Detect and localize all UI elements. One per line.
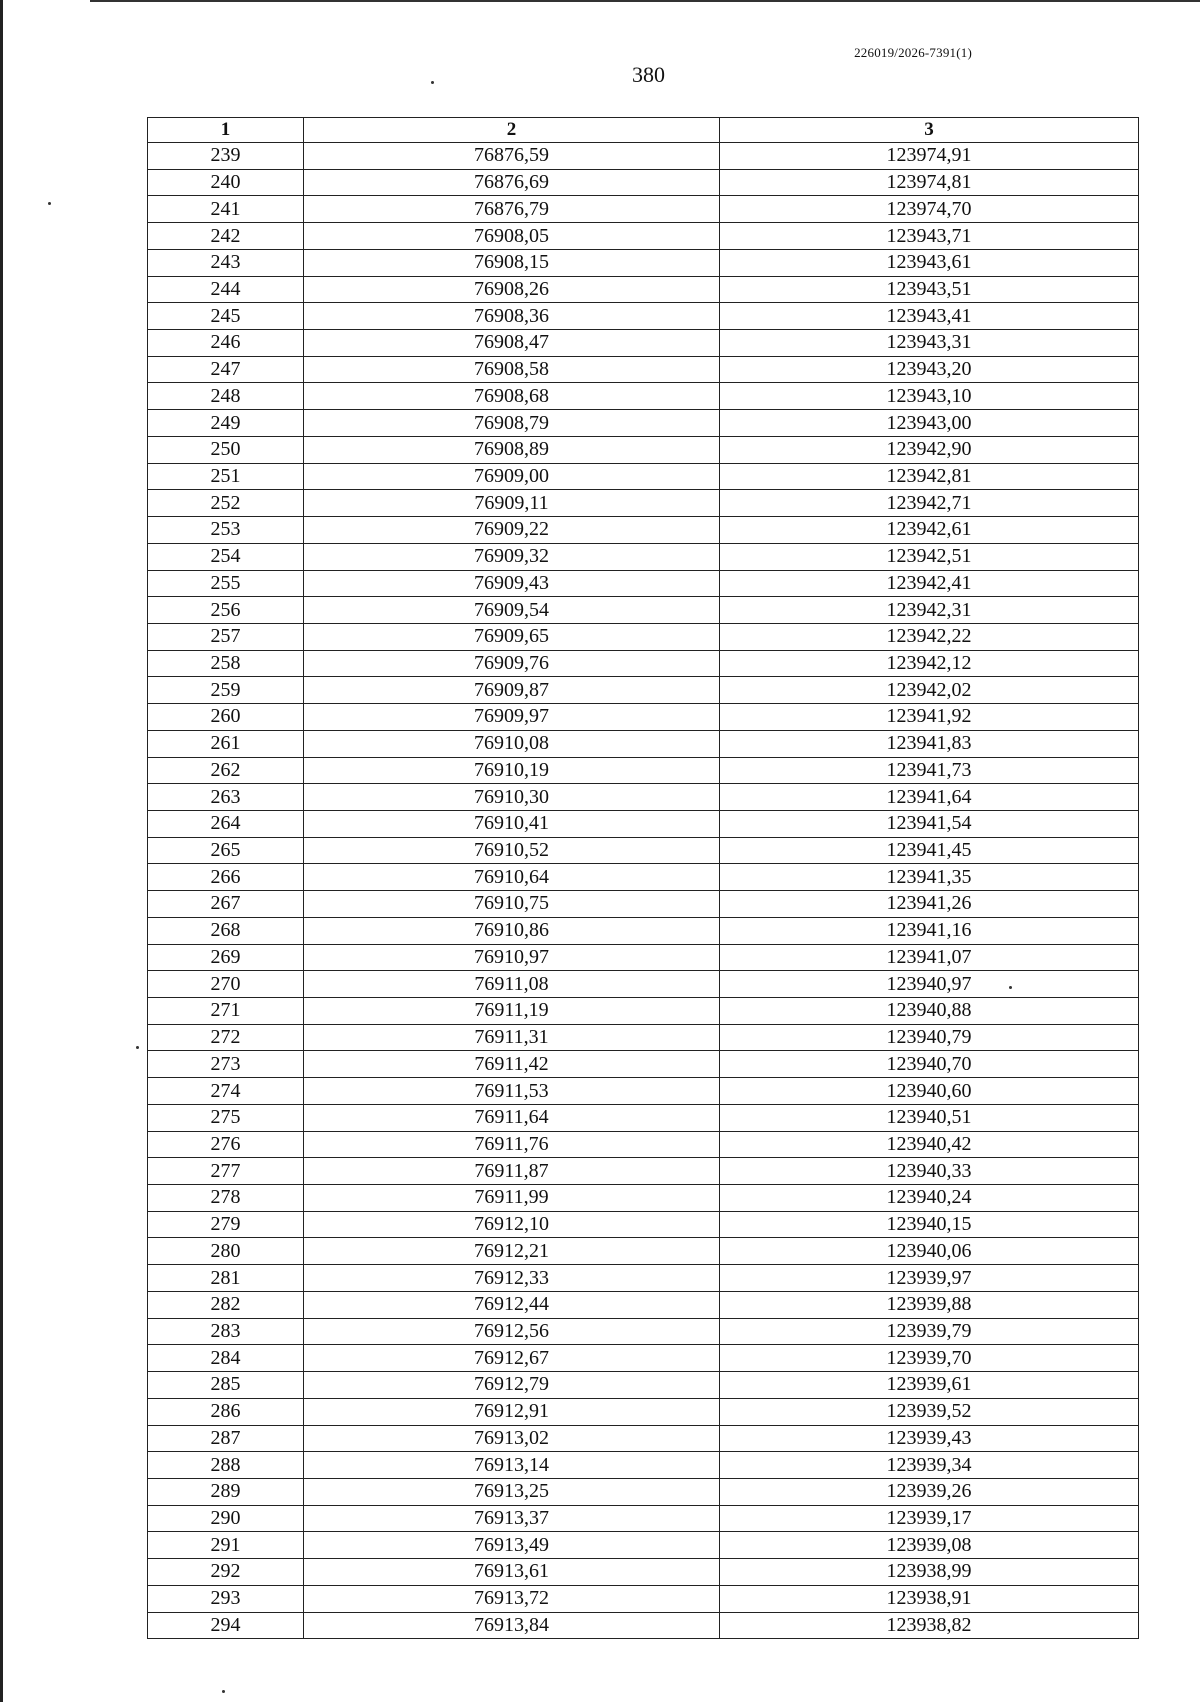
table-row — [148, 223, 1139, 250]
table-row — [148, 810, 1139, 837]
x-coordinate-cell: 76911,99 — [304, 1185, 720, 1212]
y-coordinate-cell: 123942,71 — [720, 490, 1139, 517]
x-coordinate-cell: 76910,19 — [304, 757, 720, 784]
x-coordinate-cell: 76911,31 — [304, 1024, 720, 1051]
y-coordinate-cell: 123938,91 — [720, 1585, 1139, 1612]
point-number-cell: 261 — [148, 730, 304, 757]
x-coordinate-cell: 76911,42 — [304, 1051, 720, 1078]
point-number-cell: 243 — [148, 249, 304, 276]
y-coordinate-cell: 123941,83 — [720, 730, 1139, 757]
y-coordinate-cell: 123941,16 — [720, 917, 1139, 944]
x-coordinate-cell: 76910,30 — [304, 784, 720, 811]
table-row — [148, 1345, 1139, 1372]
table-row — [148, 1024, 1139, 1051]
point-number-cell: 278 — [148, 1185, 304, 1212]
point-number-cell: 277 — [148, 1158, 304, 1185]
table-row — [148, 543, 1139, 570]
table-row — [148, 196, 1139, 223]
point-number-cell: 287 — [148, 1425, 304, 1452]
x-coordinate-cell: 76912,67 — [304, 1345, 720, 1372]
y-coordinate-cell: 123940,60 — [720, 1078, 1139, 1105]
y-coordinate-cell: 123939,70 — [720, 1345, 1139, 1372]
x-coordinate-cell: 76908,58 — [304, 356, 720, 383]
y-coordinate-cell: 123938,99 — [720, 1559, 1139, 1586]
point-number-cell: 292 — [148, 1559, 304, 1586]
y-coordinate-cell: 123943,41 — [720, 303, 1139, 330]
table-row — [148, 1478, 1139, 1505]
table-row — [148, 1078, 1139, 1105]
point-number-cell: 254 — [148, 543, 304, 570]
x-coordinate-cell: 76913,14 — [304, 1452, 720, 1479]
y-coordinate-cell: 123941,73 — [720, 757, 1139, 784]
y-coordinate-cell: 123941,64 — [720, 784, 1139, 811]
column-header: 2 — [304, 118, 720, 143]
x-coordinate-cell: 76909,11 — [304, 490, 720, 517]
y-coordinate-cell: 123941,35 — [720, 864, 1139, 891]
table-row — [148, 1131, 1139, 1158]
y-coordinate-cell: 123939,88 — [720, 1291, 1139, 1318]
table-row — [148, 1372, 1139, 1399]
x-coordinate-cell: 76908,79 — [304, 410, 720, 437]
y-coordinate-cell: 123940,33 — [720, 1158, 1139, 1185]
table-row — [148, 436, 1139, 463]
point-number-cell: 246 — [148, 330, 304, 357]
table-row — [148, 1559, 1139, 1586]
scan-speck — [431, 81, 434, 84]
x-coordinate-cell: 76910,52 — [304, 837, 720, 864]
x-coordinate-cell: 76909,32 — [304, 543, 720, 570]
scan-speck — [222, 1690, 225, 1693]
y-coordinate-cell: 123940,24 — [720, 1185, 1139, 1212]
y-coordinate-cell: 123943,71 — [720, 223, 1139, 250]
point-number-cell: 269 — [148, 944, 304, 971]
scan-speck — [136, 1046, 139, 1049]
point-number-cell: 265 — [148, 837, 304, 864]
table-row — [148, 1612, 1139, 1639]
point-number-cell: 280 — [148, 1238, 304, 1265]
table-row — [148, 356, 1139, 383]
x-coordinate-cell: 76909,97 — [304, 704, 720, 731]
y-coordinate-cell: 123942,51 — [720, 543, 1139, 570]
x-coordinate-cell: 76908,36 — [304, 303, 720, 330]
x-coordinate-cell: 76913,61 — [304, 1559, 720, 1586]
table-row — [148, 1505, 1139, 1532]
y-coordinate-cell: 123939,97 — [720, 1265, 1139, 1292]
page-edge-shadow — [0, 0, 3, 1702]
point-number-cell: 262 — [148, 757, 304, 784]
table-row — [148, 330, 1139, 357]
table-row — [148, 1425, 1139, 1452]
column-header: 1 — [148, 118, 304, 143]
table-row — [148, 1532, 1139, 1559]
table-body — [148, 143, 1139, 1639]
y-coordinate-cell: 123940,79 — [720, 1024, 1139, 1051]
point-number-cell: 253 — [148, 517, 304, 544]
y-coordinate-cell: 123974,70 — [720, 196, 1139, 223]
point-number-cell: 249 — [148, 410, 304, 437]
point-number-cell: 266 — [148, 864, 304, 891]
table-row — [148, 650, 1139, 677]
point-number-cell: 293 — [148, 1585, 304, 1612]
point-number-cell: 256 — [148, 597, 304, 624]
y-coordinate-cell: 123941,45 — [720, 837, 1139, 864]
y-coordinate-cell: 123943,61 — [720, 249, 1139, 276]
y-coordinate-cell: 123943,00 — [720, 410, 1139, 437]
x-coordinate-cell: 76913,72 — [304, 1585, 720, 1612]
y-coordinate-cell: 123942,90 — [720, 436, 1139, 463]
page-number: 380 — [632, 62, 665, 87]
document-reference: 226019/2026-7391(1) — [854, 45, 972, 60]
point-number-cell: 242 — [148, 223, 304, 250]
point-number-cell: 285 — [148, 1372, 304, 1399]
point-number-cell: 284 — [148, 1345, 304, 1372]
y-coordinate-cell: 123943,51 — [720, 276, 1139, 303]
point-number-cell: 260 — [148, 704, 304, 731]
table-row — [148, 517, 1139, 544]
y-coordinate-cell: 123939,61 — [720, 1372, 1139, 1399]
y-coordinate-cell: 123974,81 — [720, 169, 1139, 196]
point-number-cell: 279 — [148, 1211, 304, 1238]
point-number-cell: 276 — [148, 1131, 304, 1158]
table-row — [148, 1265, 1139, 1292]
x-coordinate-cell: 76912,79 — [304, 1372, 720, 1399]
x-coordinate-cell: 76908,05 — [304, 223, 720, 250]
table-row — [148, 730, 1139, 757]
y-coordinate-cell: 123942,31 — [720, 597, 1139, 624]
table-row — [148, 784, 1139, 811]
table-row — [148, 677, 1139, 704]
x-coordinate-cell: 76908,15 — [304, 249, 720, 276]
table-row — [148, 837, 1139, 864]
y-coordinate-cell: 123943,31 — [720, 330, 1139, 357]
y-coordinate-cell: 123940,42 — [720, 1131, 1139, 1158]
x-coordinate-cell: 76911,19 — [304, 998, 720, 1025]
point-number-cell: 282 — [148, 1291, 304, 1318]
table-row — [148, 944, 1139, 971]
table-row — [148, 1291, 1139, 1318]
point-number-cell: 240 — [148, 169, 304, 196]
x-coordinate-cell: 76910,97 — [304, 944, 720, 971]
point-number-cell: 286 — [148, 1398, 304, 1425]
table-row — [148, 1452, 1139, 1479]
y-coordinate-cell: 123941,54 — [720, 810, 1139, 837]
point-number-cell: 273 — [148, 1051, 304, 1078]
table-row — [148, 303, 1139, 330]
x-coordinate-cell: 76913,49 — [304, 1532, 720, 1559]
y-coordinate-cell: 123939,34 — [720, 1452, 1139, 1479]
point-number-cell: 250 — [148, 436, 304, 463]
y-coordinate-cell: 123940,15 — [720, 1211, 1139, 1238]
x-coordinate-cell: 76910,64 — [304, 864, 720, 891]
x-coordinate-cell: 76908,68 — [304, 383, 720, 410]
x-coordinate-cell: 76909,43 — [304, 570, 720, 597]
point-number-cell: 281 — [148, 1265, 304, 1292]
x-coordinate-cell: 76876,59 — [304, 143, 720, 170]
y-coordinate-cell: 123943,10 — [720, 383, 1139, 410]
table-row — [148, 1158, 1139, 1185]
y-coordinate-cell: 123940,88 — [720, 998, 1139, 1025]
point-number-cell: 289 — [148, 1478, 304, 1505]
point-number-cell: 294 — [148, 1612, 304, 1639]
y-coordinate-cell: 123940,97 — [720, 971, 1139, 998]
y-coordinate-cell: 123942,12 — [720, 650, 1139, 677]
table-row — [148, 891, 1139, 918]
column-header: 3 — [720, 118, 1139, 143]
x-coordinate-cell: 76910,41 — [304, 810, 720, 837]
x-coordinate-cell: 76912,21 — [304, 1238, 720, 1265]
y-coordinate-cell: 123939,52 — [720, 1398, 1139, 1425]
table-row — [148, 998, 1139, 1025]
x-coordinate-cell: 76909,00 — [304, 463, 720, 490]
x-coordinate-cell: 76908,47 — [304, 330, 720, 357]
x-coordinate-cell: 76911,08 — [304, 971, 720, 998]
point-number-cell: 274 — [148, 1078, 304, 1105]
x-coordinate-cell: 76909,22 — [304, 517, 720, 544]
x-coordinate-cell: 76913,02 — [304, 1425, 720, 1452]
x-coordinate-cell: 76911,76 — [304, 1131, 720, 1158]
x-coordinate-cell: 76912,33 — [304, 1265, 720, 1292]
point-number-cell: 259 — [148, 677, 304, 704]
point-number-cell: 251 — [148, 463, 304, 490]
table-row — [148, 383, 1139, 410]
x-coordinate-cell: 76909,65 — [304, 623, 720, 650]
x-coordinate-cell: 76912,91 — [304, 1398, 720, 1425]
y-coordinate-cell: 123939,79 — [720, 1318, 1139, 1345]
y-coordinate-cell: 123939,43 — [720, 1425, 1139, 1452]
table-row — [148, 757, 1139, 784]
point-number-cell: 258 — [148, 650, 304, 677]
table-row — [148, 463, 1139, 490]
table-row — [148, 1185, 1139, 1212]
x-coordinate-cell: 76911,64 — [304, 1104, 720, 1131]
y-coordinate-cell: 123941,26 — [720, 891, 1139, 918]
y-coordinate-cell: 123940,70 — [720, 1051, 1139, 1078]
y-coordinate-cell: 123941,92 — [720, 704, 1139, 731]
table-row — [148, 1585, 1139, 1612]
y-coordinate-cell: 123940,51 — [720, 1104, 1139, 1131]
x-coordinate-cell: 76913,84 — [304, 1612, 720, 1639]
x-coordinate-cell: 76908,89 — [304, 436, 720, 463]
y-coordinate-cell: 123942,22 — [720, 623, 1139, 650]
y-coordinate-cell: 123943,20 — [720, 356, 1139, 383]
x-coordinate-cell: 76912,56 — [304, 1318, 720, 1345]
x-coordinate-cell: 76912,10 — [304, 1211, 720, 1238]
point-number-cell: 263 — [148, 784, 304, 811]
coordinates-table-container — [147, 117, 1138, 1639]
point-number-cell: 271 — [148, 998, 304, 1025]
point-number-cell: 270 — [148, 971, 304, 998]
point-number-cell: 291 — [148, 1532, 304, 1559]
x-coordinate-cell: 76910,08 — [304, 730, 720, 757]
y-coordinate-cell: 123942,41 — [720, 570, 1139, 597]
x-coordinate-cell: 76876,69 — [304, 169, 720, 196]
point-number-cell: 245 — [148, 303, 304, 330]
x-coordinate-cell: 76910,75 — [304, 891, 720, 918]
point-number-cell: 239 — [148, 143, 304, 170]
table-row — [148, 971, 1139, 998]
scan-speck — [48, 202, 51, 205]
x-coordinate-cell: 76909,54 — [304, 597, 720, 624]
table-row — [148, 1051, 1139, 1078]
table-row — [148, 1211, 1139, 1238]
y-coordinate-cell: 123942,81 — [720, 463, 1139, 490]
x-coordinate-cell: 76913,25 — [304, 1478, 720, 1505]
table-row — [148, 864, 1139, 891]
table-row — [148, 1318, 1139, 1345]
x-coordinate-cell: 76913,37 — [304, 1505, 720, 1532]
table-row — [148, 704, 1139, 731]
point-number-cell: 264 — [148, 810, 304, 837]
table-row — [148, 597, 1139, 624]
x-coordinate-cell: 76908,26 — [304, 276, 720, 303]
table-row — [148, 490, 1139, 517]
point-number-cell: 290 — [148, 1505, 304, 1532]
table-row — [148, 623, 1139, 650]
point-number-cell: 275 — [148, 1104, 304, 1131]
table-row — [148, 1398, 1139, 1425]
x-coordinate-cell: 76909,76 — [304, 650, 720, 677]
top-scan-edge — [90, 0, 1200, 2]
point-number-cell: 244 — [148, 276, 304, 303]
table-row — [148, 143, 1139, 170]
x-coordinate-cell: 76912,44 — [304, 1291, 720, 1318]
point-number-cell: 267 — [148, 891, 304, 918]
table-row — [148, 249, 1139, 276]
y-coordinate-cell: 123940,06 — [720, 1238, 1139, 1265]
table-row — [148, 1104, 1139, 1131]
x-coordinate-cell: 76910,86 — [304, 917, 720, 944]
table-row — [148, 917, 1139, 944]
point-number-cell: 257 — [148, 623, 304, 650]
table-row — [148, 1238, 1139, 1265]
table-row — [148, 570, 1139, 597]
y-coordinate-cell: 123942,02 — [720, 677, 1139, 704]
y-coordinate-cell: 123942,61 — [720, 517, 1139, 544]
x-coordinate-cell: 76909,87 — [304, 677, 720, 704]
point-number-cell: 247 — [148, 356, 304, 383]
point-number-cell: 288 — [148, 1452, 304, 1479]
point-number-cell: 283 — [148, 1318, 304, 1345]
point-number-cell: 268 — [148, 917, 304, 944]
x-coordinate-cell: 76911,53 — [304, 1078, 720, 1105]
y-coordinate-cell: 123939,17 — [720, 1505, 1139, 1532]
table-row — [148, 276, 1139, 303]
point-number-cell: 248 — [148, 383, 304, 410]
y-coordinate-cell: 123938,82 — [720, 1612, 1139, 1639]
y-coordinate-cell: 123939,26 — [720, 1478, 1139, 1505]
y-coordinate-cell: 123941,07 — [720, 944, 1139, 971]
point-number-cell: 255 — [148, 570, 304, 597]
point-number-cell: 252 — [148, 490, 304, 517]
table-row — [148, 169, 1139, 196]
table-row — [148, 410, 1139, 437]
y-coordinate-cell: 123939,08 — [720, 1532, 1139, 1559]
table-header-row — [148, 118, 1139, 143]
x-coordinate-cell: 76911,87 — [304, 1158, 720, 1185]
coordinates-table — [147, 117, 1139, 1639]
point-number-cell: 272 — [148, 1024, 304, 1051]
point-number-cell: 241 — [148, 196, 304, 223]
y-coordinate-cell: 123974,91 — [720, 143, 1139, 170]
x-coordinate-cell: 76876,79 — [304, 196, 720, 223]
